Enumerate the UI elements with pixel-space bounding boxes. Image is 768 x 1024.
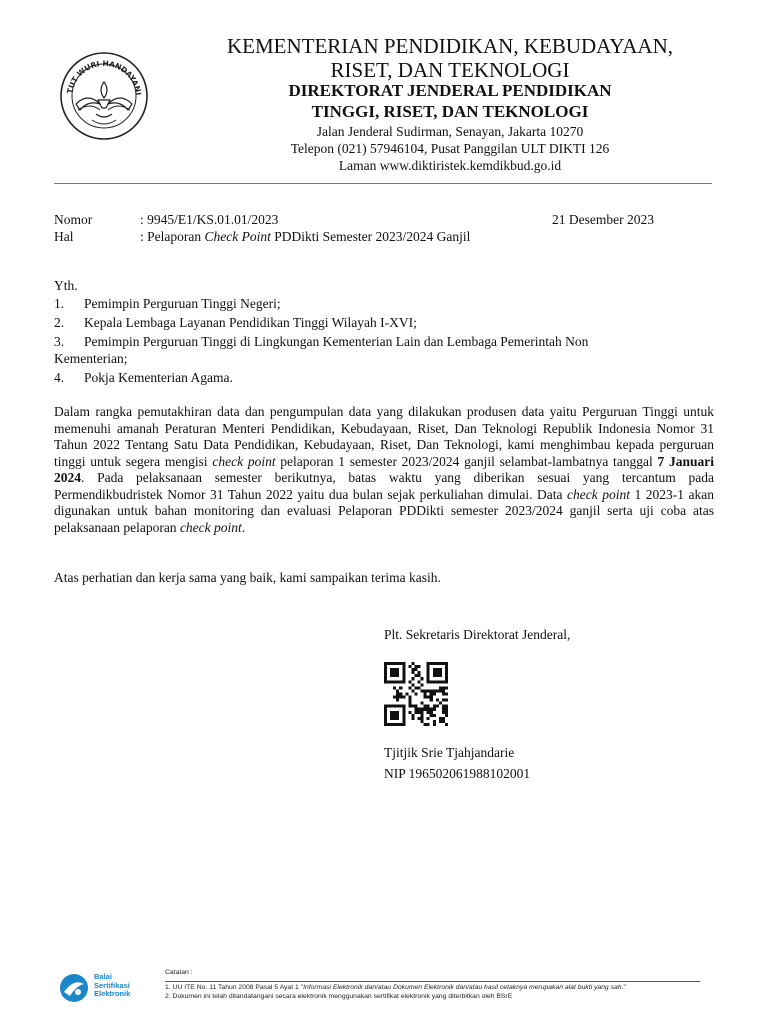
hal-label: Hal [54, 229, 74, 244]
signatory-nip: NIP 196502061988102001 [384, 766, 531, 781]
footer-note-1: 1. UU ITE No. 11 Tahun 2008 Pasal 5 Ayat 1 "Informasi Elektronik dan/atau Dokumen Elektronik dan/atau hasil cetaknya merupakan alat bukti yang sah." [165, 984, 626, 991]
website: Laman www.diktiristek.kemdikbud.go.id [338, 158, 562, 173]
bse-name: Balai Sertifikasi Elektronik [94, 972, 131, 998]
ministry-name-line1: KEMENTERIAN PENDIDIKAN, KEBUDAYAAN, [226, 34, 674, 58]
letter-date: 21 Desember 2023 [552, 212, 654, 227]
recipient-item: 3. Pemimpin Perguruan Tinggi di Lingkungan Kementerian Lain dan Lembaga Pemerintah Non [54, 334, 589, 349]
address: Jalan Jenderal Sudirman, Senayan, Jakarta 10270 [316, 124, 584, 139]
body-paragraph: Dalam rangka pemutakhiran data dan pengumpulan data yang dilakukan produsen data yaitu Perguruan Tinggi untuk memenuhi amanah Peraturan Menteri Pendidikan, Kebudayaan, Riset, Dan Teknologi Republik Indonesia Nomor 31 Tahun 2022 Tentang Satu Data Pendidikan, Kebudayaan, Riset, Dan Teknologi, kami menghimbau kepada perguruan tinggi untuk segera mengisi check point pelaporan 1 semester 2023/2024 ganjil selambat-lambatnya tanggal 7 Januari 2024. Pada pelaksanaan semester berikutnya, batas waktu yang diberikan sesuai yang tercantum pada Permendikbudristek Nomor 31 Tahun 2022 yaitu dua bulan sejak perkuliahan dimulai. Data check point 1 2023-1 akan digunakan untuk bahan monitoring dan evaluasi Pelaporan PDDikti semester 2023/2024 ganjil serta uji coba atas pelaksanaan pelaporan check point. [54, 404, 714, 535]
ministry-name-line2: RISET, DAN TEKNOLOGI [330, 58, 570, 82]
recipient-item: 2. Kepala Lembaga Layanan Pendidikan Tinggi Wilayah I-XVI; [54, 315, 417, 330]
phone: Telepon (021) 57946104, Pusat Panggilan ULT DIKTI 126 [290, 141, 610, 156]
directorate-name-line1: DIREKTORAT JENDERAL PENDIDIKAN [288, 81, 612, 100]
recipient-item: 1. Pemimpin Perguruan Tinggi Negeri; [54, 296, 281, 311]
signatory-title: Plt. Sekretaris Direktorat Jenderal, [384, 627, 571, 642]
closing-paragraph: Atas perhatian dan kerja sama yang baik, kami sampaikan terima kasih. [54, 570, 441, 585]
footer-divider [165, 981, 700, 982]
footer-note-2: 2. Dokumen ini telah ditandatangani secara elektronik menggunakan sertifikat elektronik yang diterbitkan oleh BSrE [165, 993, 513, 1000]
signatory-name: Tjitjik Srie Tjahjandarie [384, 745, 515, 760]
svg-text:TUT WURI HANDAYANI [65, 59, 143, 96]
catatan-label: Catatan : [165, 969, 193, 976]
tut-wuri-handayani-logo-icon [58, 48, 150, 144]
bse-logo-icon [58, 972, 90, 1004]
logo-text: TUT WURI HANDAYANI [65, 58, 143, 96]
nomor-value: : 9945/E1/KS.01.01/2023 [140, 212, 279, 227]
recipient-item: 4. Pokja Kementerian Agama. [54, 370, 233, 385]
directorate-name-line2: TINGGI, RISET, DAN TEKNOLOGI [311, 102, 589, 121]
greeting: Yth. [54, 278, 78, 293]
recipient-item-continuation: Kementerian; [54, 351, 128, 366]
hal-value: : Pelaporan Check Point PDDikti Semester 2023/2024 Ganjil [140, 229, 471, 244]
qr-code-icon [384, 662, 448, 726]
letterhead-divider [54, 183, 712, 184]
nomor-label: Nomor [54, 212, 93, 227]
